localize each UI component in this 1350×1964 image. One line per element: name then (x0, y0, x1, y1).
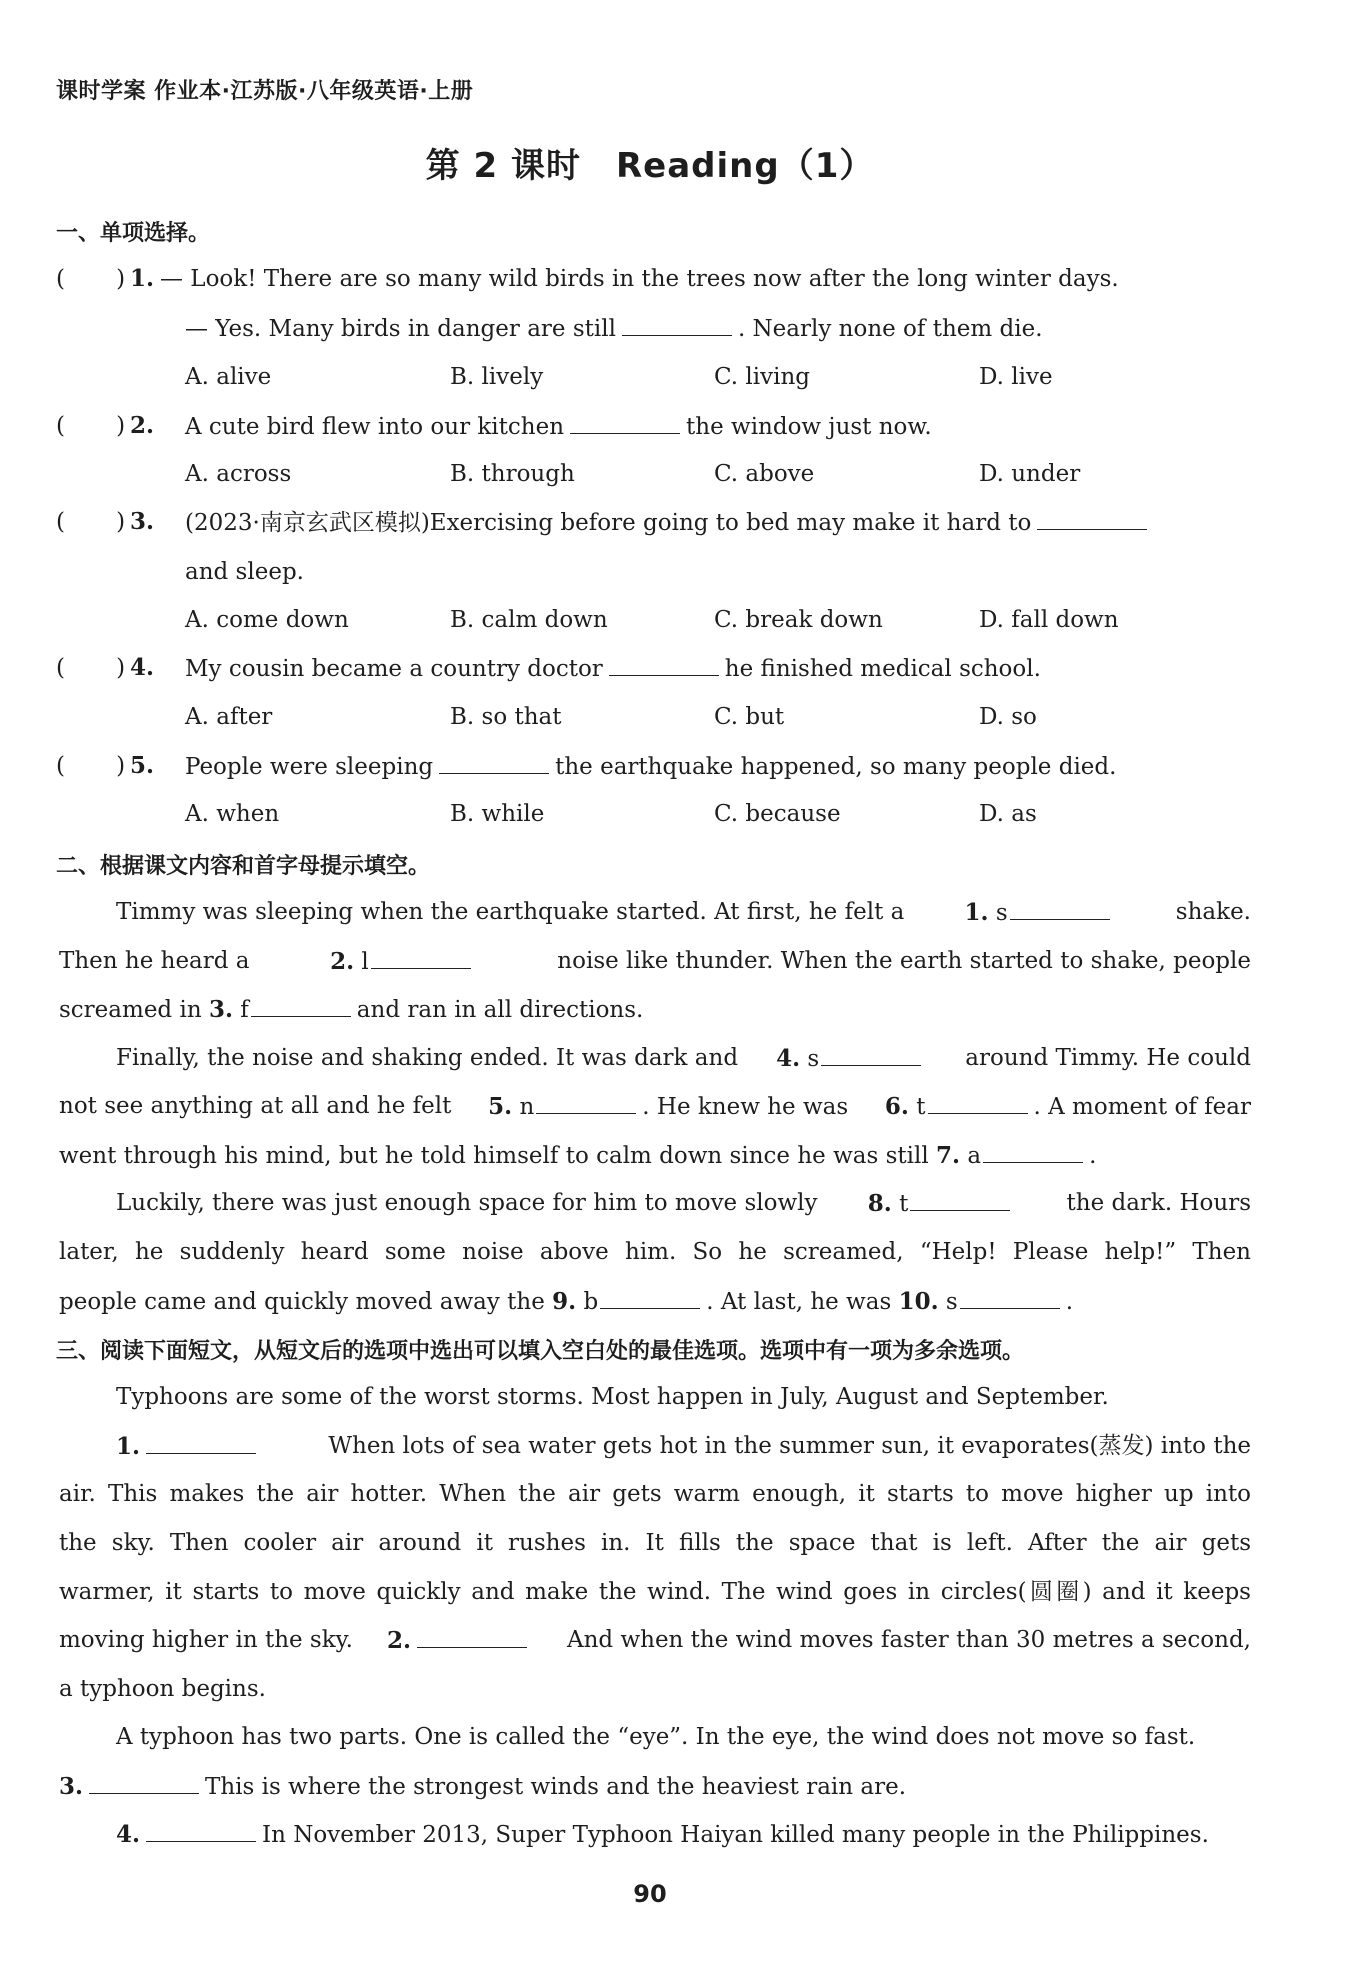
passage-line: Finally, the noise and shaking ended. It was dark and 4. s around Timmy. He could (116, 1045, 1251, 1072)
question-stem: — Look! There are so many wild birds in the trees now after the long winter days. (160, 266, 1119, 292)
section3-heading: 三、阅读下面短文，从短文后的选项中选出可以填入空白处的最佳选项。选项中有一项为多余选项。 (56, 1339, 1025, 1364)
question-number: 2. (130, 412, 155, 439)
answer-blank[interactable] (600, 1286, 700, 1309)
answer-blank[interactable] (417, 1625, 527, 1648)
passage-line: A typhoon has two parts. One is called the “eye”. In the eye, the wind does not move so fast. (116, 1724, 1196, 1750)
option-c[interactable]: C. break down (714, 607, 883, 633)
answer-bracket-q1[interactable]: ( ) (56, 266, 126, 292)
answer-blank[interactable] (146, 1819, 256, 1842)
option-a[interactable]: A. after (185, 704, 273, 730)
question-stem: (2023·南京玄武区模拟)Exercising before going to bed may make it hard to (185, 507, 1153, 538)
passage-line: Luckily, there was just enough space for him to move slowly 8. t the dark. Hours (116, 1190, 1251, 1217)
option-b[interactable]: B. while (450, 801, 545, 827)
passage-line: screamed in 3. f and ran in all directions. (59, 996, 644, 1023)
question-number: 5. (130, 752, 155, 779)
answer-blank[interactable] (1037, 507, 1147, 530)
lesson-title: 第 2 课时 Reading（1） (425, 146, 875, 186)
answer-blank[interactable] (89, 1771, 199, 1794)
answer-blank[interactable] (536, 1091, 636, 1114)
page-number: 90 (633, 1880, 667, 1908)
passage-line: 4. In November 2013, Super Typhoon Haiyan killed many people in the Philippines. (116, 1821, 1209, 1848)
passage-line: air. This makes the air hotter. When the air gets warm enough, it starts to move higher up into (59, 1481, 1251, 1507)
passage-line: went through his mind, but he told himself to calm down since he was still 7. a . (59, 1142, 1097, 1169)
question-stem: My cousin became a country doctor he finished medical school. (185, 653, 1041, 684)
answer-blank[interactable] (983, 1140, 1083, 1163)
answer-blank[interactable] (609, 653, 719, 676)
option-c[interactable]: C. but (714, 704, 785, 730)
answer-blank[interactable] (960, 1286, 1060, 1309)
option-b[interactable]: B. calm down (450, 607, 608, 633)
question-number: 3. (130, 508, 155, 535)
passage-line: Timmy was sleeping when the earthquake started. At first, he felt a 1. s shake. (116, 899, 1251, 926)
passage-line: Typhoons are some of the worst storms. Most happen in July, August and September. (116, 1384, 1109, 1410)
answer-blank[interactable] (146, 1431, 256, 1454)
section1-heading: 一、单项选择。 (56, 221, 211, 246)
answer-blank[interactable] (1010, 897, 1110, 920)
option-d[interactable]: D. live (979, 364, 1053, 390)
answer-blank[interactable] (821, 1043, 921, 1066)
answer-bracket-q4[interactable]: ( ) (56, 655, 126, 681)
answer-blank[interactable] (251, 994, 351, 1017)
answer-blank[interactable] (570, 411, 680, 434)
option-b[interactable]: B. lively (450, 364, 544, 390)
section2-heading: 二、根据课文内容和首字母提示填空。 (56, 854, 431, 879)
option-b[interactable]: B. through (450, 461, 575, 487)
option-a[interactable]: A. across (185, 461, 292, 487)
passage-line: moving higher in the sky. 2. And when the wind moves faster than 30 metres a second, (59, 1627, 1251, 1654)
passage-line: 1. When lots of sea water gets hot in the summer sun, it evaporates(蒸发) into the (116, 1433, 1251, 1460)
question-stem: People were sleeping the earthquake happened, so many people died. (185, 751, 1116, 782)
option-c[interactable]: C. living (714, 364, 810, 390)
option-d[interactable]: D. fall down (979, 607, 1119, 633)
question-stem-line2: — Yes. Many birds in danger are still . Nearly none of them die. (185, 313, 1043, 344)
passage-line: a typhoon begins. (59, 1676, 266, 1702)
passage-line: the sky. Then cooler air around it rushes in. It fills the space that is left. After the air gets (59, 1530, 1251, 1556)
passage-line: Then he heard a 2. l noise like thunder. When the earth started to shake, people (59, 948, 1251, 975)
option-d[interactable]: D. as (979, 801, 1037, 827)
passage-line: people came and quickly moved away the 9. b . At last, he was 10. s . (59, 1288, 1074, 1315)
answer-blank[interactable] (910, 1188, 1010, 1211)
answer-blank[interactable] (439, 751, 549, 774)
option-a[interactable]: A. alive (185, 364, 272, 390)
question-number: 4. (130, 654, 155, 681)
option-a[interactable]: A. when (185, 801, 280, 827)
option-c[interactable]: C. above (714, 461, 815, 487)
answer-bracket-q2[interactable]: ( ) (56, 413, 126, 439)
answer-blank[interactable] (928, 1091, 1028, 1114)
option-d[interactable]: D. under (979, 461, 1081, 487)
passage-line: 3. This is where the strongest winds and the heaviest rain are. (59, 1773, 907, 1800)
passage-line: later, he suddenly heard some noise above him. So he screamed, “Help! Please help!” Then (59, 1239, 1251, 1265)
passage-line: not see anything at all and he felt 5. n . He knew he was 6. t . A moment of fear (59, 1093, 1251, 1120)
option-d[interactable]: D. so (979, 704, 1037, 730)
question-stem-line2: and sleep. (185, 559, 304, 585)
question-stem: A cute bird flew into our kitchen the window just now. (185, 411, 932, 442)
book-header: 课时学案 作业本·江苏版·八年级英语·上册 (56, 79, 474, 104)
answer-blank[interactable] (371, 946, 471, 969)
option-c[interactable]: C. because (714, 801, 841, 827)
option-b[interactable]: B. so that (450, 704, 562, 730)
answer-bracket-q5[interactable]: ( ) (56, 753, 126, 779)
answer-blank[interactable] (622, 313, 732, 336)
question-number: 1. (130, 265, 155, 292)
option-a[interactable]: A. come down (185, 607, 349, 633)
passage-line: warmer, it starts to move quickly and make the wind. The wind goes in circles(圆圈) and it keeps (59, 1579, 1251, 1605)
answer-bracket-q3[interactable]: ( ) (56, 509, 126, 535)
